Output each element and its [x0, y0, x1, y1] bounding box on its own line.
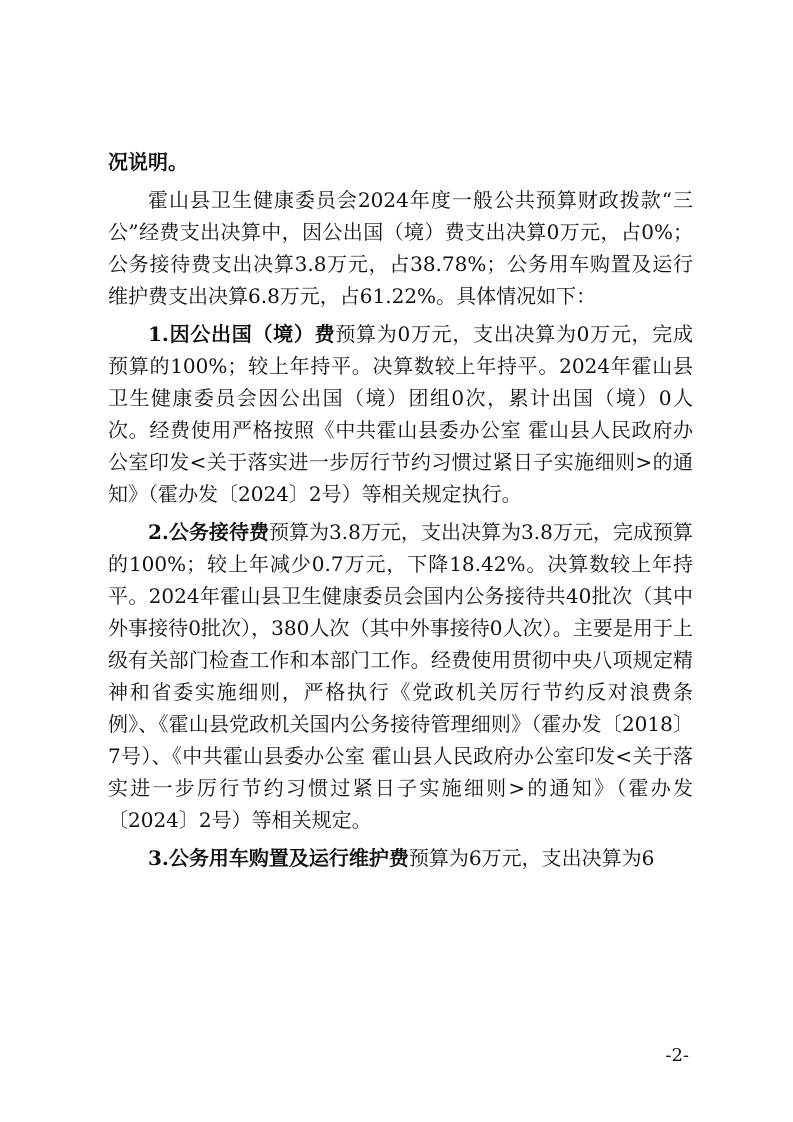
paragraph-text: 预算为6万元，支出决算为6 — [408, 846, 655, 870]
paragraph-official-reception — [108, 516, 693, 836]
paragraph-heading: 3.公务用车购置及运行维护费 — [148, 846, 409, 870]
paragraph-heading: 1.因公出国（境）费 — [148, 322, 336, 346]
paragraph-overseas-travel — [108, 318, 693, 510]
paragraph-vehicle-expense — [108, 842, 693, 874]
paragraph-lead: 况说明。 — [108, 150, 188, 174]
paragraph-summary — [108, 184, 693, 312]
paragraph-text: 预算为0万元，支出决算为0万元，完成预算的100%；较上年持平。决算数较上年持平。2024年霍山县卫生健康委员会因公出国（境）团组0次，累计出国（境）0人次。经费使用严格按照《中共霍山县委办公室 霍山县人民政府办公室印发<关于落实进一步厉行节约习惯过紧日子实施细则>的通知》（霍办发〔2024〕2号）等相关规定执行。 — [108, 322, 693, 506]
page-number: -2- — [665, 1045, 689, 1066]
paragraph-heading: 2.公务接待费 — [148, 520, 269, 544]
paragraph-text: 霍山县卫生健康委员会2024年度一般公共预算财政拨款“三公”经费支出决算中，因公出国（境）费支出决算0万元，占0%；公务接待费支出决算3.8万元，占38.78%；公务用车购置及运行维护费支出决算6.8万元，占61.22%。具体情况如下： — [108, 188, 693, 308]
document-body — [108, 146, 693, 880]
paragraph-text: 预算为3.8万元，支出决算为3.8万元，完成预算的100%；较上年减少0.7万元，下降18.42%。决算数较上年持平。2024年霍山县卫生健康委员会国内公务接待共40批次（其中外事接待0批次），380人次（其中外事接待0人次）。主要是用于上级有关部门检查工作和本部门工作。经费使用贯彻中央八项规定精神和省委实施细则，严格执行《党政机关厉行节约反对浪费条例》、《霍山县党政机关国内公务接待管理细则》（霍办发〔2018〕7号）、《中共霍山县委办公室 霍山县人民政府办公室印发<关于落实进一步厉行节约习惯过紧日子实施细则>的通知》（霍办发〔2024〕2号）等相关规定。 — [108, 520, 693, 832]
paragraph-continuation — [108, 146, 693, 178]
